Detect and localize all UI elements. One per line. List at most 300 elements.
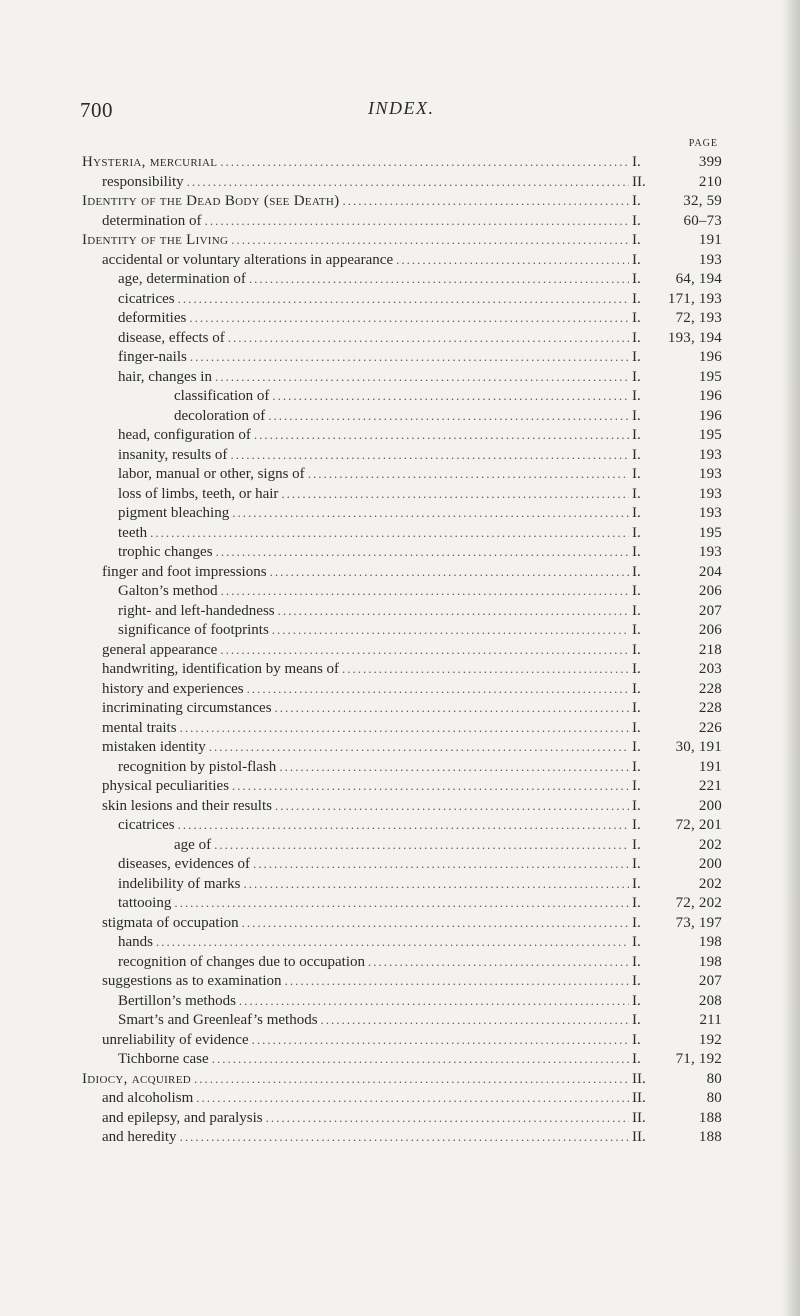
page-numbers: 171, 193	[667, 290, 722, 307]
index-entry	[82, 817, 722, 837]
page-reference	[632, 447, 722, 464]
volume-number: I.	[632, 407, 641, 424]
index-entry	[82, 310, 722, 330]
page-reference	[632, 349, 722, 366]
dot-leader	[278, 603, 629, 619]
dot-leader	[187, 174, 629, 190]
index-subentry: decoloration of	[174, 407, 266, 424]
volume-number: I.	[632, 485, 641, 502]
page-numbers: 60–73	[683, 212, 722, 229]
index-entry	[82, 174, 722, 194]
index-entry	[82, 642, 722, 662]
index-subentry: physical peculiarities	[102, 778, 230, 794]
index-subentry: right- and left-handedness	[118, 602, 275, 619]
volume-number: I.	[632, 563, 641, 580]
volume-number: I.	[632, 466, 641, 482]
index-entry	[82, 466, 722, 486]
dot-leader	[272, 388, 629, 404]
volume-number: I.	[632, 368, 641, 385]
dot-leader	[308, 466, 629, 482]
page-numbers: 80	[706, 1070, 722, 1087]
volume-number: II.	[632, 1090, 646, 1106]
dot-leader	[254, 427, 629, 443]
index-entry	[82, 486, 722, 506]
page-numbers: 195	[698, 524, 722, 541]
page-numbers: 228	[698, 680, 722, 697]
index-entry	[82, 700, 722, 720]
index-entry	[82, 1090, 722, 1110]
dot-leader	[221, 583, 629, 599]
volume-number: I.	[632, 992, 641, 1009]
index-entry	[82, 271, 722, 291]
page-reference	[632, 973, 722, 990]
index-heading: Identity of the Dead Body (see Death)	[82, 193, 340, 209]
dot-leader	[279, 759, 629, 775]
page-numbers: 73, 197	[675, 914, 722, 931]
volume-number: I.	[632, 505, 641, 521]
volume-number: II.	[632, 1129, 646, 1145]
index-entry	[82, 973, 722, 993]
page-numbers: 399	[698, 154, 722, 170]
page-numbers: 195	[698, 368, 722, 385]
dot-leader	[178, 291, 629, 307]
page-numbers: 30, 191	[675, 739, 722, 755]
dot-leader	[321, 1012, 629, 1028]
index-subentry: teeth	[118, 524, 148, 541]
volume-number: I.	[632, 953, 641, 970]
index-subentry: and alcoholism	[102, 1090, 194, 1106]
index-subentry: Tichborne case	[118, 1051, 209, 1067]
running-head: INDEX.	[368, 98, 435, 118]
dot-leader	[215, 369, 629, 385]
volume-number: I.	[632, 797, 641, 814]
index-entry	[82, 778, 722, 798]
dot-leader	[150, 525, 629, 541]
index-entry	[82, 544, 722, 564]
page-reference	[632, 661, 722, 678]
dot-leader	[268, 408, 629, 424]
dot-leader	[232, 778, 629, 794]
volume-number: I.	[632, 251, 641, 268]
dot-leader	[174, 895, 629, 911]
volume-number: I.	[632, 622, 641, 638]
dot-leader	[368, 954, 629, 970]
page-reference	[632, 174, 722, 191]
index-entry	[82, 447, 722, 467]
index-entry	[82, 720, 722, 740]
page-reference	[632, 291, 722, 308]
page-reference	[632, 1032, 722, 1049]
index-subentry: handwriting, identification by means of	[102, 661, 340, 677]
index-entry	[82, 681, 722, 701]
index-subentry: suggestions as to examination	[102, 973, 282, 989]
index-subentry: finger-nails	[118, 349, 187, 365]
index-entry	[82, 934, 722, 954]
index-subentry: cicatrices	[118, 290, 175, 307]
page-reference	[632, 369, 722, 386]
index-entry	[82, 1110, 722, 1130]
index-entry	[82, 330, 722, 350]
page-numbers: 208	[698, 992, 722, 1009]
volume-number: I.	[632, 973, 641, 989]
volume-number: I.	[632, 349, 641, 365]
dot-leader	[196, 1090, 629, 1106]
index-entry	[82, 993, 722, 1013]
index-entry	[82, 622, 722, 642]
page-reference	[632, 622, 722, 639]
index-subentry: hands	[118, 934, 153, 950]
volume-number: I.	[632, 700, 641, 716]
index-subentry: responsibility	[102, 173, 184, 190]
index-entry	[82, 583, 722, 603]
index-entry	[82, 408, 722, 428]
page-numbers: 193	[698, 251, 722, 268]
volume-number: I.	[632, 427, 641, 443]
index-subentry: indelibility of marks	[118, 875, 241, 892]
dot-leader	[342, 193, 629, 209]
index-entry	[82, 759, 722, 779]
dot-leader	[275, 700, 629, 716]
volume-number: I.	[632, 290, 641, 307]
index-entry	[82, 1129, 722, 1149]
index-subentry: stigmata of occupation	[102, 914, 239, 931]
page-reference	[632, 954, 722, 971]
page-numbers: 196	[698, 349, 722, 365]
index-subentry: tattooing	[118, 895, 172, 911]
page-numbers: 72, 201	[675, 817, 722, 833]
volume-number: I.	[632, 778, 641, 794]
volume-number: I.	[632, 310, 641, 326]
page-reference	[632, 564, 722, 581]
page-reference	[632, 778, 722, 795]
volume-number: II.	[632, 173, 646, 190]
index-entry	[82, 661, 722, 681]
page-numbers: 72, 202	[675, 895, 722, 911]
page-reference	[632, 154, 722, 171]
index-subentry: unreliability of evidence	[102, 1031, 249, 1048]
page-numbers: 193, 194	[667, 329, 722, 346]
index-subentry: diseases, evidences of	[118, 856, 251, 872]
dot-leader	[156, 934, 629, 950]
page-reference	[632, 505, 722, 522]
dot-leader	[190, 349, 629, 365]
index-entry	[82, 1051, 722, 1071]
dot-leader	[178, 817, 629, 833]
volume-number: I.	[632, 875, 641, 892]
index-entry	[82, 1071, 722, 1091]
volume-number: I.	[632, 836, 641, 853]
page-numbers: 32, 59	[683, 193, 722, 209]
index-entry	[82, 213, 722, 233]
volume-number: I.	[632, 544, 641, 560]
page-reference	[632, 759, 722, 776]
volume-number: I.	[632, 739, 641, 755]
volume-number: I.	[632, 1031, 641, 1048]
dot-leader	[252, 1032, 629, 1048]
index-subentry: general appearance	[102, 641, 218, 658]
page-reference	[632, 739, 722, 756]
index-heading: Idiocy, acquired	[82, 1070, 191, 1087]
index-subentry: Bertillon’s methods	[118, 992, 236, 1009]
dot-leader	[243, 876, 629, 892]
page-reference	[632, 1012, 722, 1029]
page-reference	[632, 915, 722, 932]
page-edge-shadow	[782, 0, 800, 1316]
page-reference	[632, 1051, 722, 1068]
index-subentry: classification of	[174, 388, 270, 404]
dot-leader	[266, 1110, 629, 1126]
dot-leader	[396, 252, 629, 268]
dot-leader	[189, 310, 629, 326]
page-numbers: 228	[698, 700, 722, 716]
page-numbers: 196	[698, 388, 722, 404]
page-reference	[632, 1110, 722, 1127]
page-numbers: 191	[698, 758, 722, 775]
dot-leader	[342, 661, 629, 677]
dot-leader	[230, 447, 629, 463]
page-column-label: PAGE	[688, 138, 718, 149]
volume-number: I.	[632, 895, 641, 911]
page-reference	[632, 193, 722, 210]
dot-leader	[228, 330, 629, 346]
index-entry	[82, 525, 722, 545]
dot-leader	[216, 544, 629, 560]
dot-leader	[194, 1071, 629, 1087]
dot-leader	[239, 993, 629, 1009]
dot-leader	[180, 1129, 629, 1145]
page-reference	[632, 603, 722, 620]
page-numbers: 193	[698, 466, 722, 482]
volume-number: I.	[632, 524, 641, 541]
page-numbers: 71, 192	[675, 1051, 722, 1067]
page-reference	[632, 798, 722, 815]
index-subentry: cicatrices	[118, 817, 175, 833]
page-reference	[632, 388, 722, 405]
page-numbers: 188	[698, 1129, 722, 1145]
page-reference	[632, 583, 722, 600]
volume-number: I.	[632, 329, 641, 346]
index-subentry: age, determination of	[118, 271, 246, 287]
index-subentry: trophic changes	[118, 544, 213, 560]
volume-number: I.	[632, 232, 641, 248]
page-numbers: 198	[698, 953, 722, 970]
page-numbers: 196	[698, 407, 722, 424]
page-reference	[632, 525, 722, 542]
index-entry	[82, 154, 722, 174]
index-entry	[82, 895, 722, 915]
dot-leader	[232, 505, 629, 521]
index-subentry: determination of	[102, 212, 202, 229]
page-reference	[632, 993, 722, 1010]
index-entry	[82, 427, 722, 447]
page-reference	[632, 817, 722, 834]
index-entry	[82, 1032, 722, 1052]
index-subentry: labor, manual or other, signs of	[118, 466, 305, 482]
page-reference	[632, 1129, 722, 1146]
dot-leader	[220, 642, 629, 658]
volume-number: I.	[632, 719, 641, 736]
page-numbers: 202	[698, 836, 722, 853]
volume-number: II.	[632, 1070, 646, 1087]
index-entry	[82, 564, 722, 584]
volume-number: II.	[632, 1109, 646, 1126]
index-entry	[82, 349, 722, 369]
index-entry	[82, 252, 722, 272]
page-reference	[632, 895, 722, 912]
dot-leader	[220, 154, 629, 170]
page-header	[80, 98, 720, 128]
page-reference	[632, 252, 722, 269]
index-entry	[82, 837, 722, 857]
index-subentry: pigment bleaching	[118, 505, 230, 521]
volume-number: I.	[632, 583, 641, 599]
page-numbers: 188	[698, 1109, 722, 1126]
index-subentry: significance of footprints	[118, 622, 269, 638]
index-entry	[82, 798, 722, 818]
page-numbers: 193	[698, 505, 722, 521]
page-reference	[632, 213, 722, 230]
volume-number: I.	[632, 817, 641, 833]
page-numbers: 211	[699, 1012, 722, 1028]
page-numbers: 191	[698, 232, 722, 248]
page-reference	[632, 232, 722, 249]
page-reference	[632, 876, 722, 893]
index-subentry: deformities	[118, 310, 187, 326]
index-subentry: hair, changes in	[118, 368, 212, 385]
page-numbers: 207	[698, 602, 722, 619]
index-entry	[82, 369, 722, 389]
volume-number: I.	[632, 154, 641, 170]
volume-number: I.	[632, 1012, 641, 1028]
index-subentry: age of	[174, 836, 212, 853]
page-reference	[632, 856, 722, 873]
dot-leader	[214, 837, 629, 853]
dot-leader	[180, 720, 629, 736]
index-entries	[82, 154, 722, 1149]
index-subentry: accidental or voluntary alterations in appearance	[102, 251, 394, 268]
index-subentry: disease, effects of	[118, 329, 225, 346]
dot-leader	[285, 973, 629, 989]
page-reference	[632, 486, 722, 503]
volume-number: I.	[632, 212, 641, 229]
volume-number: I.	[632, 388, 641, 404]
index-entry	[82, 603, 722, 623]
index-entry	[82, 388, 722, 408]
index-entry	[82, 291, 722, 311]
index-subentry: and epilepsy, and paralysis	[102, 1109, 263, 1126]
dot-leader	[205, 213, 629, 229]
dot-leader	[253, 856, 629, 872]
volume-number: I.	[632, 661, 641, 677]
index-entry	[82, 876, 722, 896]
volume-number: I.	[632, 193, 641, 209]
index-entry	[82, 739, 722, 759]
dot-leader	[242, 915, 629, 931]
page-number: 700	[80, 98, 113, 122]
page-numbers: 193	[698, 544, 722, 560]
index-subentry: mental traits	[102, 719, 177, 736]
index-entry	[82, 856, 722, 876]
page-numbers: 192	[698, 1031, 722, 1048]
page-reference	[632, 271, 722, 288]
page-numbers: 64, 194	[675, 271, 722, 287]
index-subentry: skin lesions and their results	[102, 797, 272, 814]
page-reference	[632, 681, 722, 698]
volume-number: I.	[632, 271, 641, 287]
page-reference	[632, 934, 722, 951]
volume-number: I.	[632, 1051, 641, 1067]
index-entry	[82, 915, 722, 935]
index-subentry: recognition by pistol-flash	[118, 758, 277, 775]
page-numbers: 198	[698, 934, 722, 950]
index-subentry: loss of limbs, teeth, or hair	[118, 485, 279, 502]
page-reference	[632, 720, 722, 737]
page-reference	[632, 1090, 722, 1107]
volume-number: I.	[632, 446, 641, 463]
page-numbers: 221	[698, 778, 722, 794]
index-subentry: recognition of changes due to occupation	[118, 953, 366, 970]
page-numbers: 206	[698, 583, 722, 599]
page-reference	[632, 1071, 722, 1088]
index-entry	[82, 193, 722, 213]
page-numbers: 193	[698, 446, 722, 463]
index-subentry: insanity, results of	[118, 446, 228, 463]
page-reference	[632, 642, 722, 659]
page-numbers: 80	[706, 1090, 722, 1106]
dot-leader	[247, 681, 629, 697]
index-entry	[82, 232, 722, 252]
page-reference	[632, 544, 722, 561]
page-numbers: 203	[698, 661, 722, 677]
page-numbers: 193	[698, 485, 722, 502]
dot-leader	[272, 622, 629, 638]
dot-leader	[212, 1051, 629, 1067]
dot-leader	[209, 739, 629, 755]
index-heading: Identity of the Living	[82, 232, 229, 248]
dot-leader	[275, 798, 629, 814]
page-reference	[632, 837, 722, 854]
index-entry	[82, 1012, 722, 1032]
volume-number: I.	[632, 602, 641, 619]
page-reference	[632, 700, 722, 717]
index-subentry: Smart’s and Greenleaf’s methods	[118, 1012, 318, 1028]
page-numbers: 218	[698, 641, 722, 658]
index-heading: Hysteria, mercurial	[82, 154, 218, 170]
page-numbers: 207	[698, 973, 722, 989]
page-reference	[632, 427, 722, 444]
index-subentry: Galton’s method	[118, 583, 218, 599]
volume-number: I.	[632, 641, 641, 658]
page-numbers: 195	[698, 427, 722, 443]
volume-number: I.	[632, 680, 641, 697]
dot-leader	[281, 486, 629, 502]
index-subentry: incriminating circumstances	[102, 700, 272, 716]
dot-leader	[249, 271, 629, 287]
index-subentry: mistaken identity	[102, 739, 206, 755]
dot-leader	[231, 232, 629, 248]
page-numbers: 206	[698, 622, 722, 638]
volume-number: I.	[632, 856, 641, 872]
volume-number: I.	[632, 758, 641, 775]
page-reference	[632, 310, 722, 327]
page-reference	[632, 330, 722, 347]
page-numbers: 204	[698, 563, 722, 580]
volume-number: I.	[632, 934, 641, 950]
page-numbers: 72, 193	[675, 310, 722, 326]
page-numbers: 226	[698, 719, 722, 736]
index-subentry: finger and foot impressions	[102, 563, 267, 580]
index-subentry: history and experiences	[102, 680, 244, 697]
